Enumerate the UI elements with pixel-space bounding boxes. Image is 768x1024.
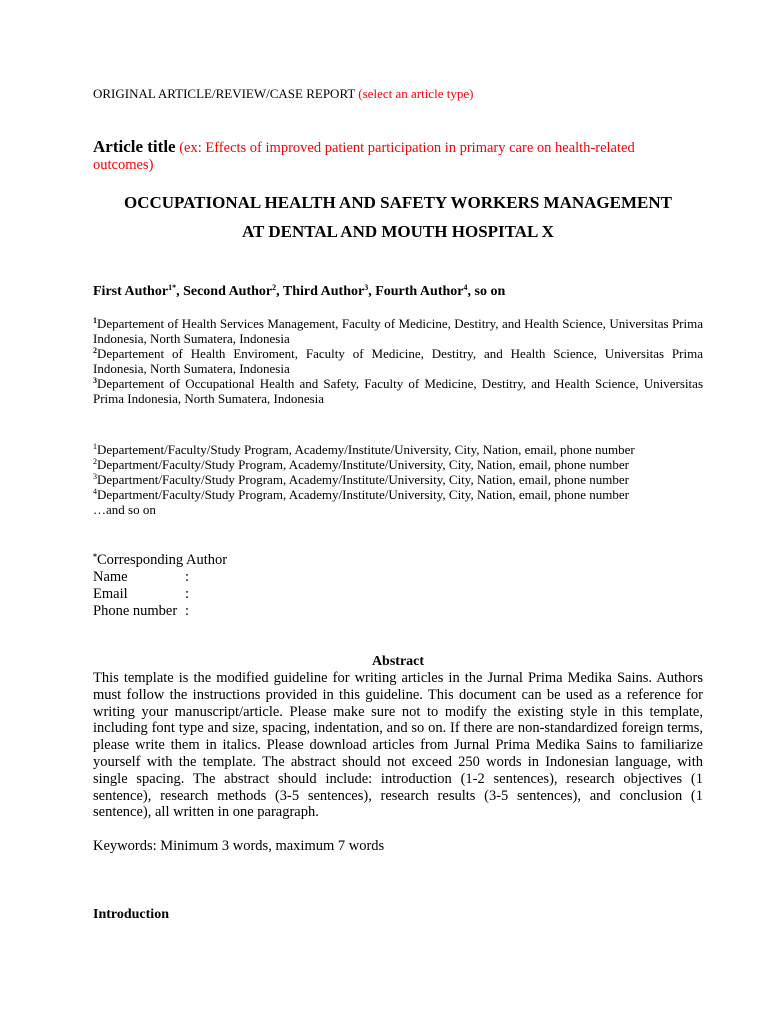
main-title bbox=[93, 188, 703, 246]
article-title-line bbox=[93, 138, 693, 174]
field-separator: : bbox=[185, 586, 190, 602]
affiliation-template bbox=[93, 442, 703, 517]
affiliation-template-mark: 4 bbox=[93, 487, 97, 496]
corresponding-field-row bbox=[93, 569, 189, 586]
author-mark: 4 bbox=[463, 283, 468, 292]
affiliation-template-text: Departement/Faculty/Study Program, Academy/Institute/University, City, Nation, email, phone number bbox=[97, 442, 635, 457]
affiliation-item bbox=[93, 346, 703, 376]
article-title-label: Article title bbox=[93, 137, 176, 156]
affiliation-mark: 1 bbox=[93, 316, 97, 325]
abstract-body: This template is the modified guideline for writing articles in the Jurnal Prima Medika Sains. Authors must follow the instructions provided in this guideline. This document can be used as a reference for writing your manuscript/article. Please make sure not to modify the existing style in this template, including font type and size, spacing, indentation, and so on. If there are non-standardized foreign terms, please write them in italics. Please download articles from Jurnal Prima Medika Sains to familiarize yourself with the template. The abstract should not exceed 250 words in Indonesian language, with single spacing. The abstract should include: introduction (1-2 sentences), research objectives (1 sentence), research methods (3-5 sentences), research results (3-5 sentences), and conclusion (1 sentence), all written in one paragraph. bbox=[93, 670, 703, 821]
field-label: Email bbox=[93, 586, 128, 602]
introduction-heading: Introduction bbox=[93, 907, 169, 922]
keywords: Keywords: Minimum 3 words, maximum 7 words bbox=[93, 838, 385, 854]
affiliation-template-tail: …and so on bbox=[93, 502, 156, 517]
corresponding-author-title bbox=[93, 552, 227, 569]
affiliation-template-item bbox=[93, 457, 703, 472]
field-separator: : bbox=[185, 569, 190, 585]
main-title-line-1: OCCUPATIONAL HEALTH AND SAFETY WORKERS MANAGEMENT bbox=[123, 193, 672, 212]
article-type-line bbox=[93, 86, 473, 102]
affiliation-template-mark: 3 bbox=[93, 472, 97, 481]
affiliation-template-text: Department/Faculty/Study Program, Academy/Institute/University, City, Nation, email, phone number bbox=[97, 457, 629, 472]
abstract-heading: Abstract bbox=[371, 654, 425, 669]
affiliation-template-item bbox=[93, 442, 703, 457]
affiliation-text: Departement of Health Enviroment, Faculty of Medicine, Destitry, and Health Science, Universitas Prima Indonesia, North Sumatera, Indonesia bbox=[93, 346, 703, 376]
author-list: First Author$^{1*}$, Second Author$^2$, Third Author$^3$, Fourth Author$^4$, so on bbox=[93, 283, 506, 299]
authors-tail: so on bbox=[474, 284, 506, 299]
affiliation-text: Departement of Occupational Health and Safety, Faculty of Medicine, Destitry, and Health Science, Universitas Prima Indonesia, North Sumatera, Indonesia bbox=[93, 376, 703, 406]
affiliation-template-mark: 1 bbox=[93, 442, 97, 451]
affiliation-item bbox=[93, 376, 703, 406]
author-name: Fourth Author bbox=[375, 284, 464, 299]
affiliation-template-item bbox=[93, 487, 703, 502]
corresponding-fields bbox=[93, 569, 189, 620]
field-separator: : bbox=[185, 603, 190, 619]
corresponding-title-text: Corresponding Author bbox=[97, 552, 228, 568]
article-type-hint: (select an article type) bbox=[358, 86, 474, 101]
author-name: First Author bbox=[93, 284, 169, 299]
author-name: Third Author bbox=[282, 284, 365, 299]
affiliation-mark: 3 bbox=[93, 376, 97, 385]
corresponding-field-row bbox=[93, 586, 189, 603]
affiliation-template-mark: 2 bbox=[93, 457, 97, 466]
affiliations bbox=[93, 316, 703, 406]
affiliation-mark: 2 bbox=[93, 346, 97, 355]
field-label: Phone number bbox=[93, 603, 178, 619]
author-mark: 3 bbox=[364, 283, 369, 292]
affiliation-item bbox=[93, 316, 703, 346]
author-mark: 1* bbox=[168, 283, 177, 292]
affiliation-template-text: Department/Faculty/Study Program, Academy/Institute/University, City, Nation, email, phone number bbox=[97, 472, 629, 487]
author-name: Second Author bbox=[183, 284, 273, 299]
main-title-line-2: AT DENTAL AND MOUTH HOSPITAL X bbox=[242, 222, 554, 241]
corresponding-author-block bbox=[93, 552, 227, 620]
article-title-hint: (ex: Effects of improved patient participation in primary care on health-related outcomes) bbox=[93, 140, 635, 173]
corresponding-mark: * bbox=[93, 552, 97, 561]
affiliation-template-item bbox=[93, 472, 703, 487]
article-type: ORIGINAL ARTICLE/REVIEW/CASE REPORT bbox=[93, 86, 356, 101]
affiliation-text: Departement of Health Services Management, Faculty of Medicine, Destitry, and Health Science, Universitas Prima Indonesia, North Sumatera, Indonesia bbox=[93, 316, 703, 346]
field-label: Name bbox=[93, 569, 128, 585]
corresponding-field-row bbox=[93, 603, 189, 620]
affiliation-template-text: Department/Faculty/Study Program, Academy/Institute/University, City, Nation, email, phone number bbox=[97, 487, 629, 502]
author-mark: 2 bbox=[272, 283, 277, 292]
